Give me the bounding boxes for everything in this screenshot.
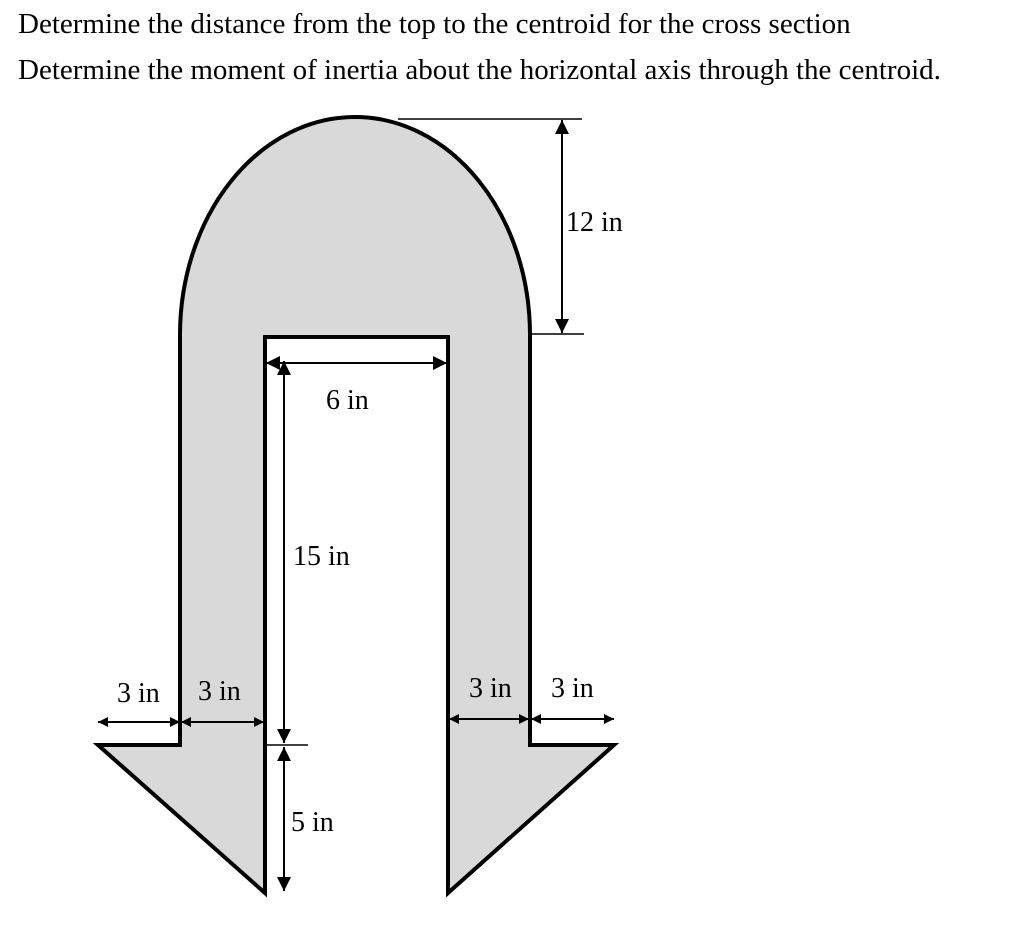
arch-height-label: 12 in	[566, 207, 623, 238]
arrowhead-depth-label: 5 in	[291, 807, 334, 838]
problem-statement-line-2: Determine the moment of inertia about the horizontal axis through the centroid.	[18, 54, 941, 86]
left-leg-label: 3 in	[198, 676, 241, 707]
inner-width-label: 6 in	[326, 385, 369, 416]
right-flange-label: 3 in	[551, 673, 594, 704]
u-shaped-cross-section	[98, 117, 614, 893]
problem-statement-line-1: Determine the distance from the top to the centroid for the cross section	[18, 8, 851, 40]
inner-height-label: 15 in	[293, 541, 350, 572]
left-flange-label: 3 in	[117, 678, 160, 709]
right-leg-label: 3 in	[469, 673, 512, 704]
